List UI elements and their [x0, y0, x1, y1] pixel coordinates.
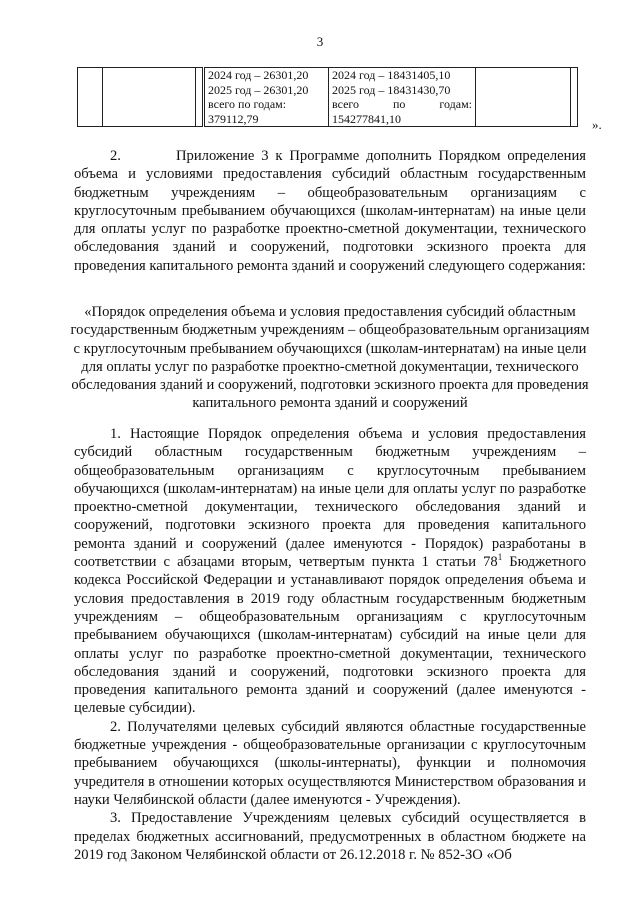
order-title: «Порядок определения объема и условия предоставления субсидий областным государственным бюджетным учреждениям – общеобразовательным организациям с круглосуточным пребыванием обучающихся (школам-интернатам) на иные цели для оплаты услуг по разработке проектно-сметной документации, технического обследования зданий и сооружений, подготовки эскизного проекта для проведения капитального ремонта зданий и сооружений [70, 304, 590, 412]
table-cell-empty [476, 68, 571, 127]
total-label: всего по годам: [332, 97, 472, 111]
paragraph-1: 1. Настоящие Порядок определения объема и условия предоставления субсидий областным государственным бюджетным учреждениям – общеобразовательным организациям с круглосуточным пребыванием обучающихся (школам-интернатам) на иные цели для оплаты услуг по разработке проектно-сметной документации, технического обследования зданий и сооружений, подготовки эскизного проекта для проведения капитального ремонта зданий и сооружений (далее именуются - Порядок) разработаны в соответствии с абзацами вторым, четвертым пункта 1 статьи $78^1$ Бюджетного кодекса Российской Федерации и устанавливают порядок определения объема и условия предоставления в 2019 году областным государственным бюджетным учреждениям – общеобразовательным организациям с круглосуточным пребыванием обучающихся (школам-интернатам) субсидий на иные цели для оплаты услуг по разработке проектно-сметной документации, технического обследования зданий и сооружений, подготовки эскизного проекта для проведения капитального ремонта зданий и сооружений (далее именуются - целевые субсидии). [74, 426, 586, 717]
closing-quote: ». [592, 117, 602, 132]
table-cell-empty [78, 68, 103, 127]
table-cell-empty [103, 68, 196, 127]
page-number: 3 [316, 34, 324, 49]
table-cell-empty [196, 68, 204, 127]
paragraph-3: 3. Предоставление Учреждениям целевых субсидий осуществляется в пределах бюджетных ассигнований, предусмотренных в областном бюджете на 2019 год Законом Челябинской области от 26.12.2018 г. № 852-ЗО «Об [74, 810, 586, 863]
item-2-paragraph: 2. Приложение 3 к Программе дополнить Порядком определения объема и условиями предоставления субсидий областным государственным бюджетным учреждениям – общеобразовательным организациям с круглосуточным пребыванием обучающихся (школам-интернатам) на иные цели для оплаты услуг по разработке проектно-сметной документации, технического обследования зданий и сооружений, подготовки эскизного проекта для проведения капитального ремонта зданий и сооружений следующего содержания: [74, 148, 586, 274]
budget-table-fragment [77, 67, 578, 127]
table-cell-funding-regional: 2024 год – 26301,20 2025 год – 26301,20 всего по годам: 379112,79 [204, 68, 329, 127]
table-cell-funding-total: 2024 год – 18431405,10 2025 год – 18431430,70 всего по годам: 154277841,10 [329, 68, 476, 127]
table-cell-empty [571, 68, 578, 127]
paragraph-2: 2. Получателями целевых субсидий являются областные государственные бюджетные учреждения - общеобразовательные организации с круглосуточным пребыванием обучающихся (школы-интернаты), функции и полномочия учредителя в отношении которых осуществляются Министерством образования и науки Челябинской области (далее именуются - Учреждения). [74, 718, 586, 808]
table-row [78, 68, 578, 127]
order-body [74, 425, 586, 864]
